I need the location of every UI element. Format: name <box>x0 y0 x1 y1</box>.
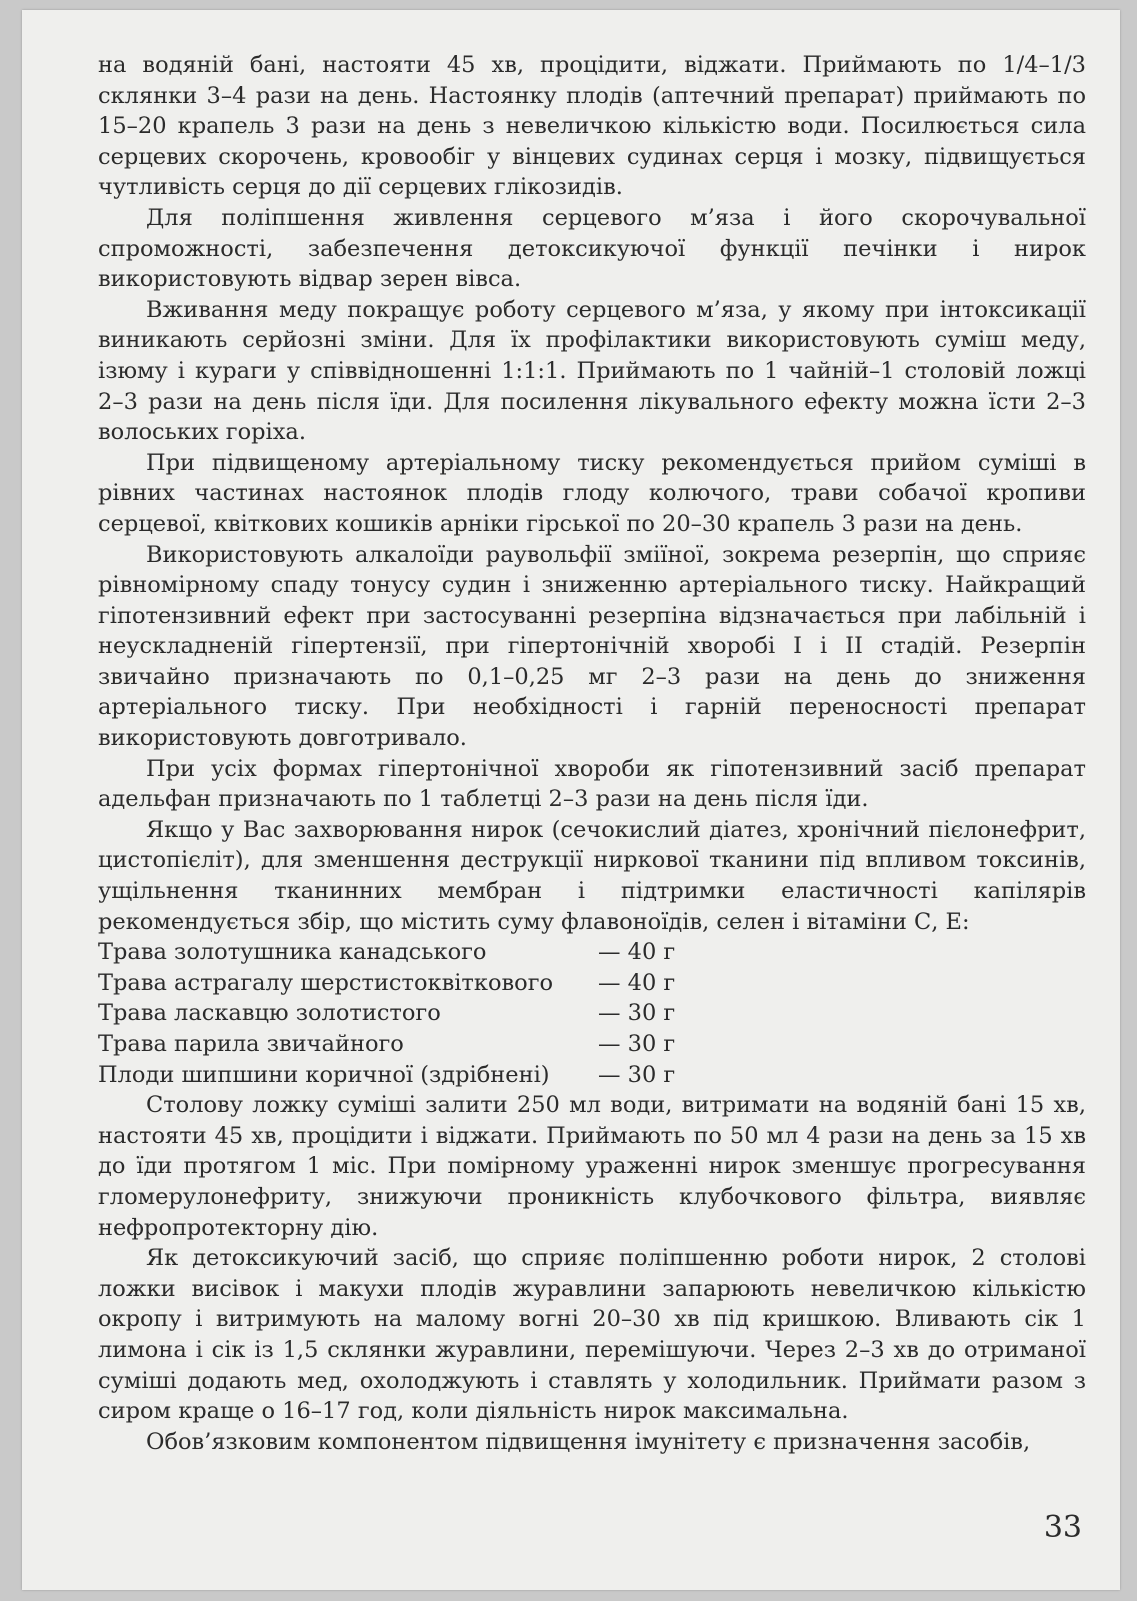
page-text <box>98 50 1086 1457</box>
herbal-recipe-list <box>98 937 1086 1090</box>
paragraph: Як детоксикуючий засіб, що сприяє поліпшенню роботи нирок, 2 столові ложки висівок і макухи плодів журавлини запарюють невеличкою кількістю окропу і витримують на малому вогні 20–30 хв під кришкою. Вливають сік 1 лимона і сік із 1,5 склянки журавлини, перемішуючи. Через 2–3 хв до отриманої суміші додають мед, охолоджують і ставлять у холодильник. Приймати разом з сиром краще о 16–17 год, коли діяльність нирок максимальна. <box>98 1245 1086 1425</box>
recipe-amount: — 30 г <box>598 1031 676 1057</box>
recipe-amount: — 40 г <box>598 969 676 996</box>
book-page <box>22 10 1120 1590</box>
recipe-herb: Трава парила звичайного <box>98 1031 404 1057</box>
paragraph: Обов’язковим компонентом підвищення імунітету є призначення засобів, <box>146 1428 1031 1455</box>
paragraph-continuation: на водяній бані, настояти 45 хв, процідити, віджати. Приймають по 1/4–1/3 склянки 3–4 рази на день. Настоянку плодів (аптечний препарат) приймають по 15–20 крапель 3 рази на день з невеличкою кількістю води. Посилюється сила серцевих скорочень, кровообіг у вінцевих судинах серця і мозку, підвищується чутливість серця до дії серцевих глікозидів. <box>98 52 1086 201</box>
recipe-item <box>98 1060 1086 1091</box>
recipe-herb: Трава астрагалу шерстистоквіткового <box>98 969 554 996</box>
recipe-amount: — 40 г <box>598 939 676 966</box>
paragraph: При усіх формах гіпертонічної хвороби як гіпотензивний засіб препарат адельфан призначають по 1 таблетці 2–3 рази на день після їди. <box>98 755 1086 813</box>
recipe-amount: — 30 г <box>598 1061 676 1088</box>
recipe-item <box>98 968 1086 999</box>
paragraph: Вживання меду покращує роботу серцевого м’яза, у якому при інтоксикації виникають серйозні зміни. Для їх профілактики використовують суміш меду, ізюму і кураги у співвідношенні 1:1:1. Приймають по 1 чайній–1 столовій ложці 2–3 рази на день після їди. Для посилення лікувального ефекту можна їсти 2–3 волоських горіха. <box>98 296 1086 446</box>
paragraph: При підвищеному артеріальному тиску рекомендується прийом суміші в рівних частинах настоянок плодів глоду колючого, трави собачої кропиви серцевої, квіткових кошиків арніки гірської по 20–30 крапель 3 рази на день. <box>98 449 1086 537</box>
recipe-herb: Трава ласкавцю золотистого <box>98 1000 441 1027</box>
paragraph: Якщо у Вас захворювання нирок (сечокислий діатез, хронічний пієлонефрит, цистопієліт), для зменшення деструкції ниркової тканини під впливом токсинів, ущільнення тканинних мембран і підтримки еластичності капілярів рекомендується збір, що містить суму флавоноїдів, селен і вітаміни С, Е: <box>98 816 1086 935</box>
page-number: 33 <box>1043 1510 1082 1545</box>
recipe-amount: — 30 г <box>598 1000 676 1027</box>
recipe-herb: Трава золотушника канадського <box>98 939 487 966</box>
recipe-item <box>98 998 1086 1029</box>
recipe-item <box>98 1029 1086 1060</box>
paragraph: Для поліпшення живлення серцевого м’яза і його скорочувальної спроможності, забезпечення детоксикуючої функції печінки і нирок використовують відвар зерен вівса. <box>98 204 1086 293</box>
recipe-item <box>98 937 1086 968</box>
recipe-herb: Плоди шипшини коричної (здрібнені) <box>98 1061 550 1088</box>
paragraph: Використовують алкалоїди раувольфії зміїної, зокрема резерпін, що сприяє рівномірному спаду тонусу судин і зниженню артеріального тиску. Найкращий гіпотензивний ефект при застосуванні резерпіна відзначається при лабільній і неускладненій гіпертензії, при гіпертонічній хворобі I і II стадій. Резерпін звичайно призначають по 0,1–0,25 мг 2–3 рази на день до зниження артеріального тиску. При необхідності і гарній переносності препарат використовують довготривало. <box>98 541 1086 752</box>
paragraph: Столову ложку суміші залити 250 мл води, витримати на водяній бані 15 хв, настояти 45 хв, процідити і віджати. Приймають по 50 мл 4 рази на день за 15 хв до їди протягом 1 міс. При помірному ураженні нирок зменшує прогресування гломерулонефриту, знижуючи проникність клубочкового фільтра, виявляє нефропротекторну дію. <box>98 1092 1086 1241</box>
